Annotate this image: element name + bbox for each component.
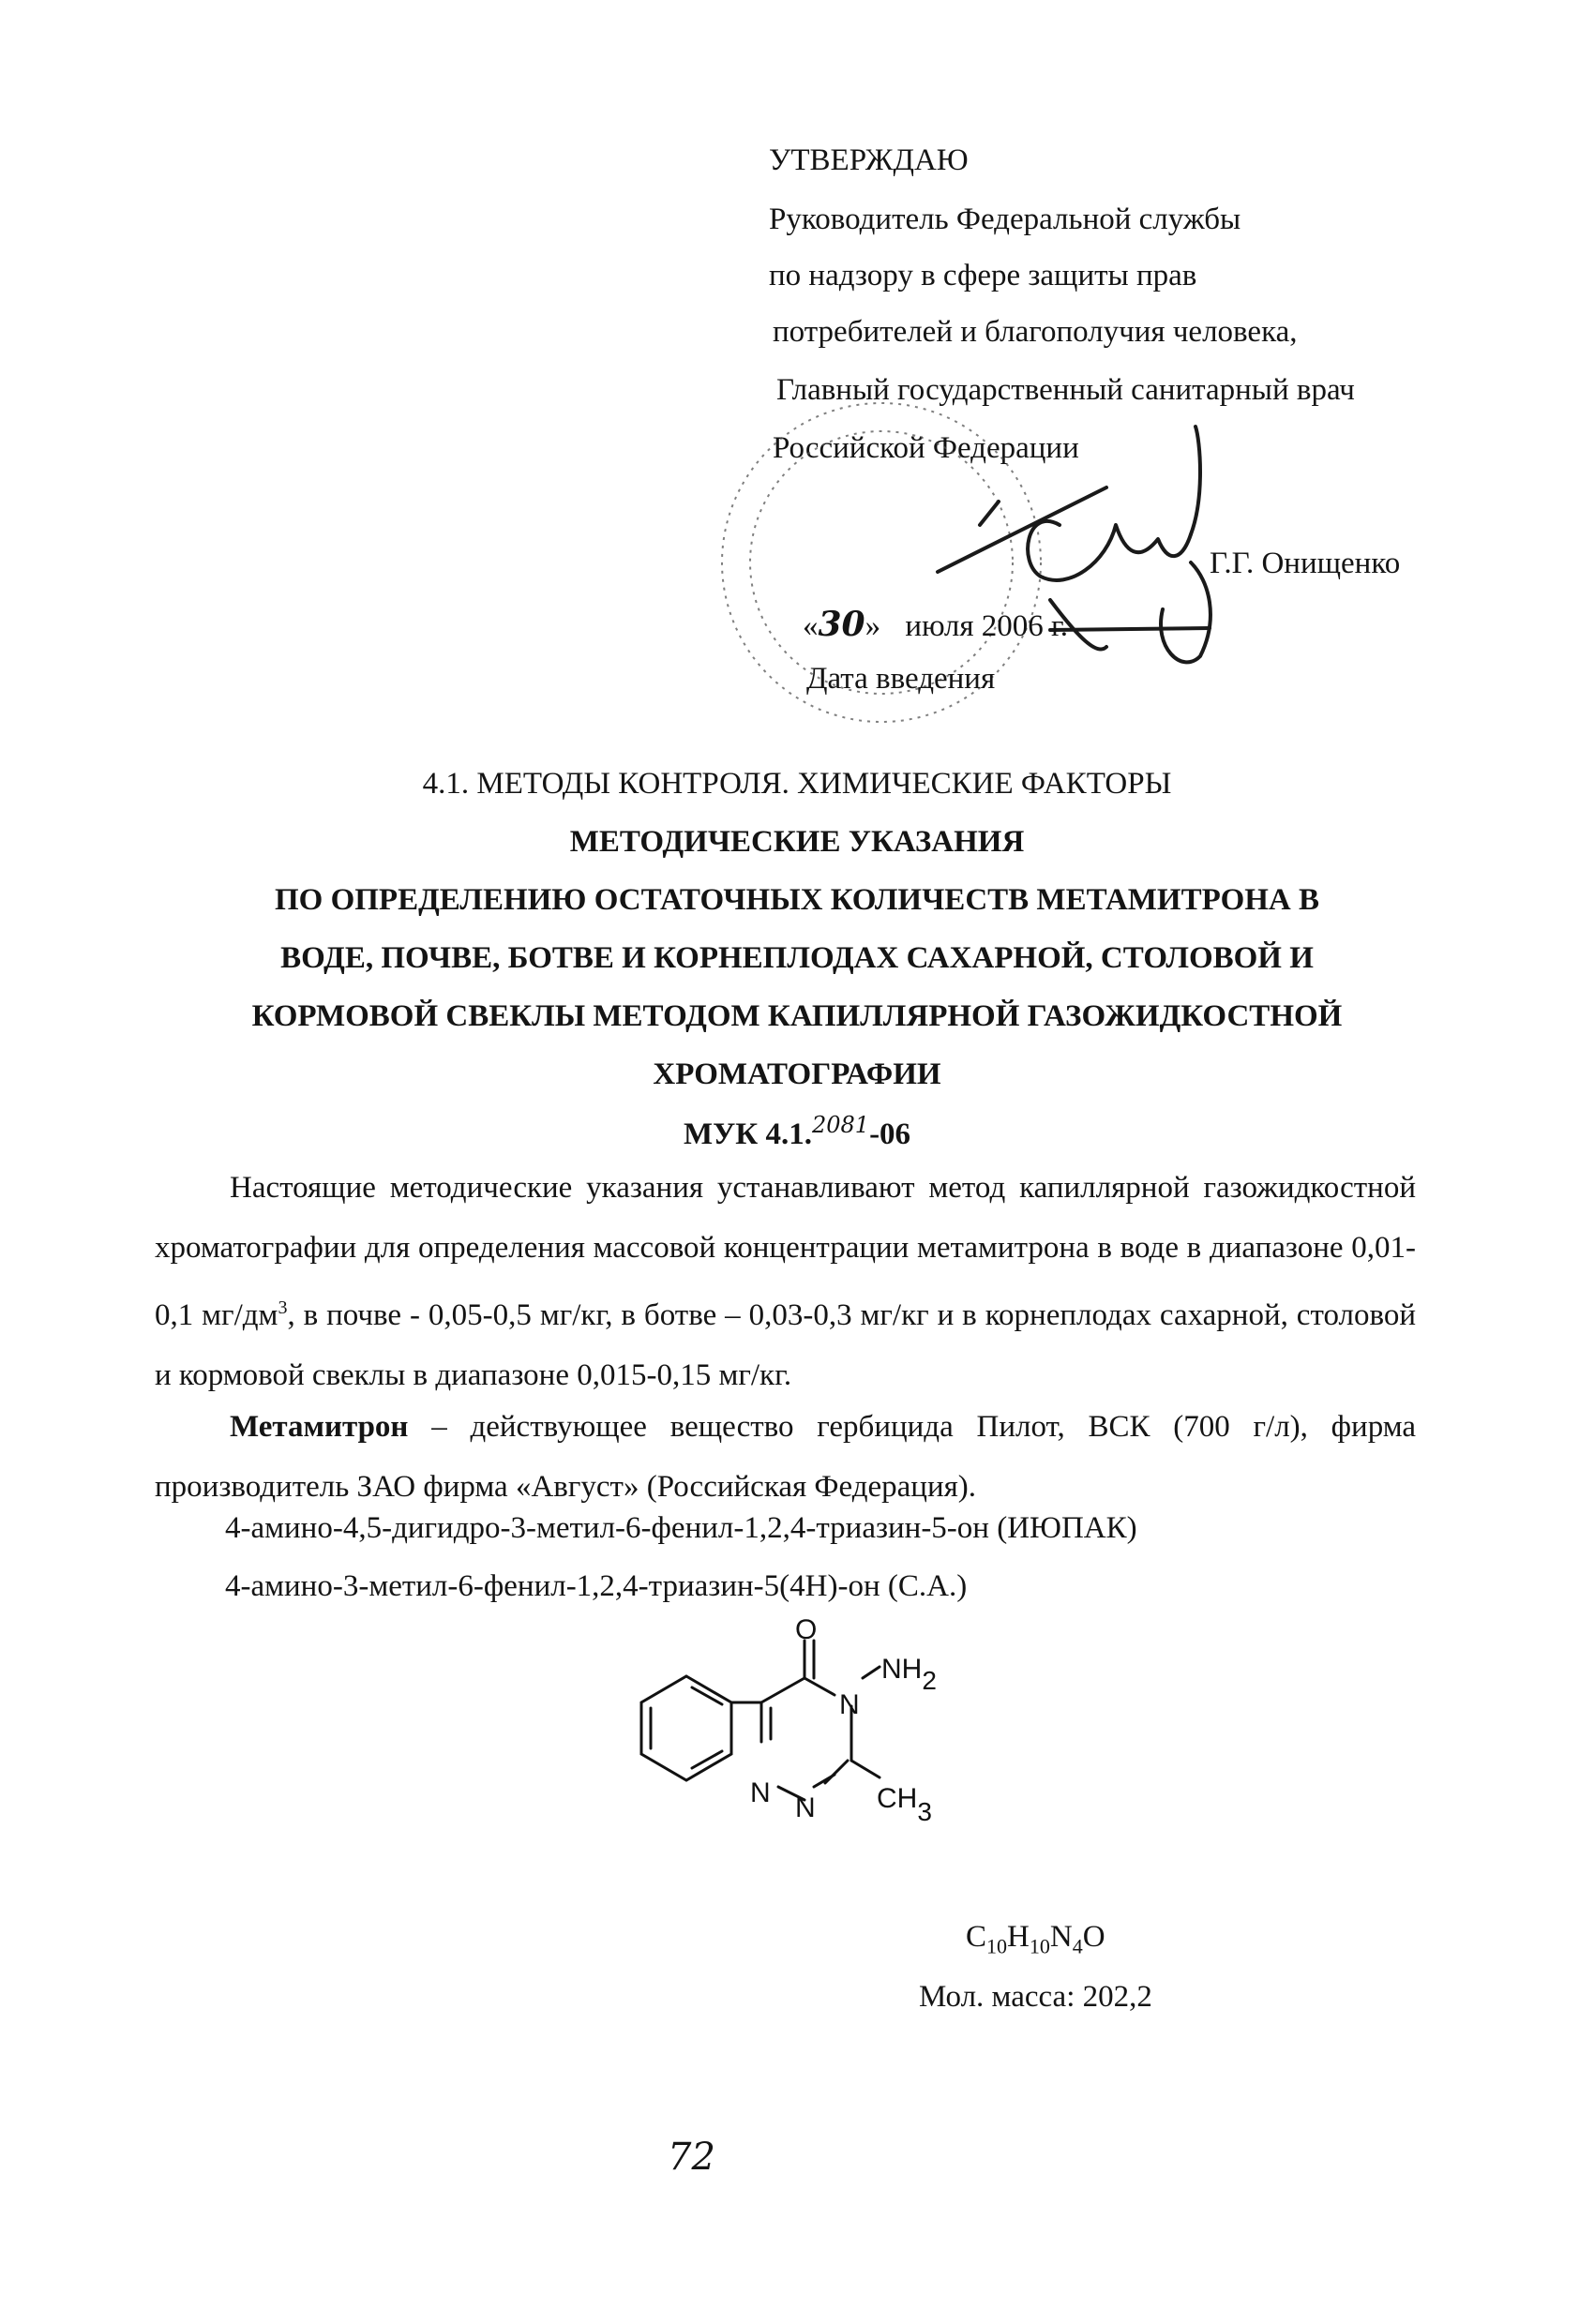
date-month-year: июля 2006 г.	[905, 609, 1069, 643]
approval-line-5: Российской Федерации	[773, 431, 1079, 465]
document-type-heading: МЕТОДИЧЕСКИЕ УКАЗАНИЯ	[569, 825, 1025, 859]
title-line-3: КОРМОВОЙ СВЕКЛЫ МЕТОДОМ КАПИЛЛЯРНОЙ ГАЗОЖИДКОСТНОЙ	[251, 999, 1343, 1033]
date-day-handwritten: 30	[818, 605, 865, 644]
approval-line-3: потребителей и благополучия человека,	[773, 315, 1298, 349]
ch-subscript: 3	[917, 1797, 932, 1826]
formula-h-count: 10	[1029, 1934, 1050, 1958]
substance-name: Метамитрон	[230, 1410, 409, 1444]
approval-line-1: Руководитель Федеральной службы	[769, 202, 1241, 236]
formula-n-count: 4	[1072, 1934, 1083, 1958]
scope-text-a: Настоящие методические указания устанавливают метод капиллярной газожидкостной хроматографии для определения массовой концентрации метамитрона в воде в диапазоне 0,01-0,1 мг/дм	[155, 1171, 1416, 1332]
atom-oxygen: O	[795, 1614, 818, 1645]
formula-c-count: 10	[986, 1934, 1008, 1958]
approval-line-2: по надзору в сфере защиты прав	[769, 259, 1197, 292]
title-line-2: ВОДЕ, ПОЧВЕ, БОТВЕ И КОРНЕПЛОДАХ САХАРНОЙ, СТОЛОВОЙ И	[280, 941, 1314, 975]
substance-description: – действующее вещество гербицида Пилот, ВСК (700 г/л), фирма производитель ЗАО фирма «Август» (Российская Федерация).	[155, 1410, 1416, 1504]
atom-n1: N	[750, 1777, 771, 1808]
muk-designation	[0, 1112, 1594, 1152]
phenyl-ring	[641, 1676, 731, 1780]
nh-subscript: 2	[922, 1666, 937, 1695]
muk-number-handwritten: 2081	[811, 1112, 870, 1138]
atom-nh2	[881, 1654, 937, 1695]
page-number: 72	[668, 2136, 715, 2179]
ch-label: CH	[877, 1783, 918, 1814]
scope-superscript: 3	[278, 1297, 288, 1318]
scope-text-b: , в почве - 0,05-0,5 мг/кг, в ботве – 0,03-0,3 мг/кг и в корнеплодах сахарной, столовой и кормовой свеклы в диапазоне 0,015-0,15 мг/кг.	[155, 1298, 1416, 1392]
signatory-name: Г.Г. Онищенко	[1210, 547, 1401, 580]
iupac-name: 4-амино-4,5-дигидро-3-метил-6-фенил-1,2,4-триазин-5-он (ИЮПАК)	[225, 1511, 1137, 1545]
title-line-1: ПО ОПРЕДЕЛЕНИЮ ОСТАТОЧНЫХ КОЛИЧЕСТВ МЕТАМИТРОНА В	[274, 883, 1319, 917]
molecular-formula: $C_{10}H_{10}N_4O$	[966, 1920, 1105, 1958]
paragraph-substance	[155, 1397, 1416, 1517]
date-close-quote: »	[865, 609, 881, 643]
paragraph-scope	[155, 1158, 1416, 1405]
muk-suffix: -06	[869, 1117, 911, 1151]
muk-prefix: МУК 4.1.	[683, 1117, 812, 1151]
section-heading: 4.1. МЕТОДЫ КОНТРОЛЯ. ХИМИЧЕСКИЕ ФАКТОРЫ	[422, 767, 1172, 801]
atom-n4: N	[839, 1689, 860, 1720]
molecular-mass: Мол. масса: 202,2	[919, 1980, 1152, 2014]
nh-label: NH	[881, 1654, 923, 1685]
approval-date	[803, 607, 1068, 642]
approval-line-4: Главный государственный санитарный врач	[776, 373, 1355, 407]
atom-ch3	[877, 1783, 932, 1826]
title-line-4: ХРОМАТОГРАФИИ	[653, 1057, 941, 1091]
ca-name: 4-амино-3-метил-6-фенил-1,2,4-триазин-5(4H)-он (С.А.)	[225, 1569, 968, 1603]
date-open-quote: «	[803, 609, 819, 643]
atom-n2: N	[795, 1792, 816, 1823]
intro-date-label: Дата введения	[806, 662, 996, 696]
approval-heading: УТВЕРЖДАЮ	[769, 143, 969, 177]
